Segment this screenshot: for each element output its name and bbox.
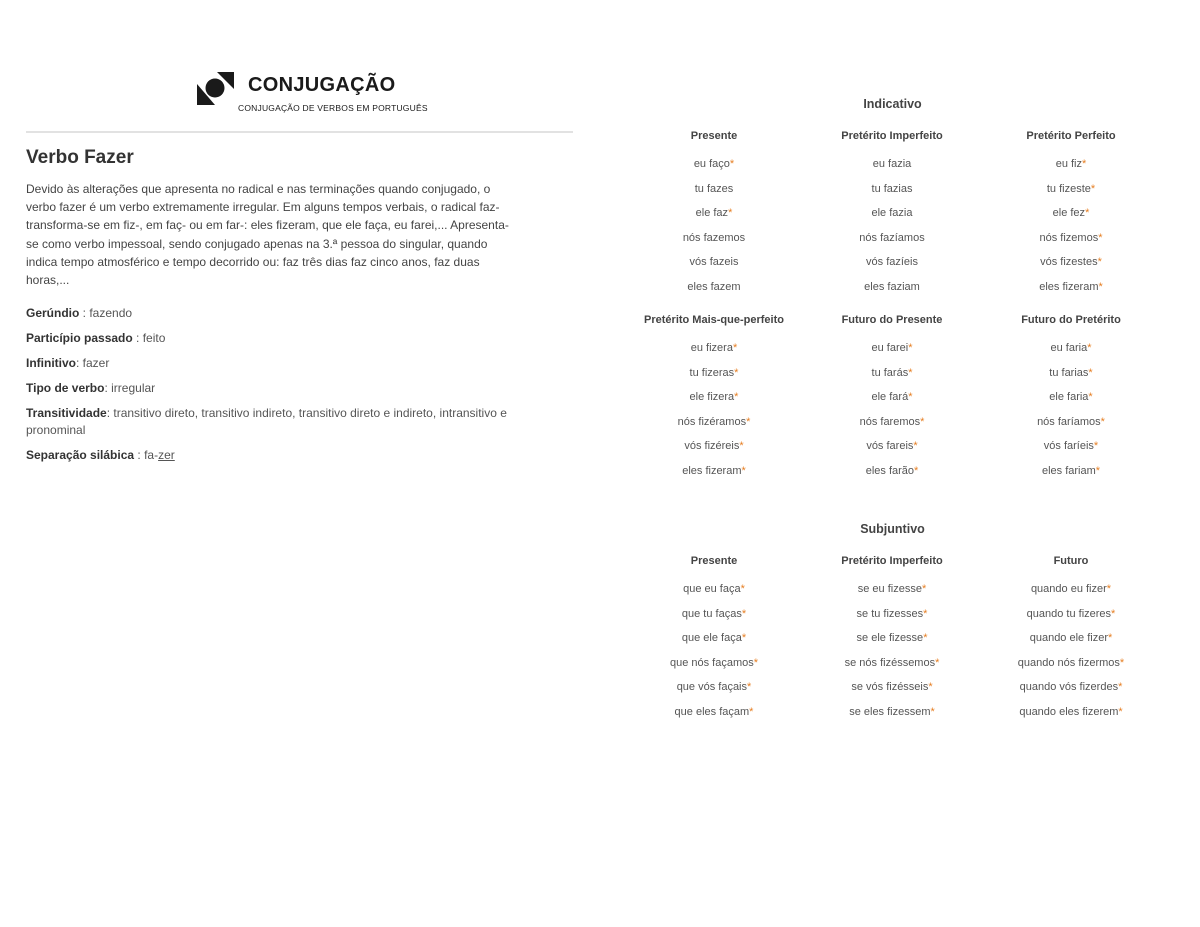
conjugation-text: nós fazemos	[682, 231, 746, 244]
conjugation-text: vós fareis	[866, 440, 914, 453]
conjugation-text: vós fazeis	[689, 256, 739, 269]
conjugation-text: eles fizeram	[682, 464, 742, 477]
conjugation-text: eu faria	[1050, 342, 1088, 354]
infinitive-row	[26, 355, 526, 372]
irregular-marker: *	[923, 607, 928, 620]
conjugation-form	[803, 390, 981, 415]
conjugation-text: quando nós fizermos	[1017, 656, 1120, 669]
conjugation-form	[982, 206, 1160, 231]
conjugation-form	[625, 464, 803, 489]
site-logo[interactable]	[197, 72, 437, 116]
conjugation-text: nós faríamos	[1037, 415, 1101, 428]
irregular-marker: *	[740, 583, 745, 595]
irregular-marker: *	[734, 366, 739, 379]
conjugation-text: tu fizeras	[689, 366, 735, 379]
conjugation-text: eles fariam	[1041, 464, 1096, 477]
syllable-row	[26, 447, 526, 464]
verb-type-label: Tipo de verbo	[26, 381, 105, 395]
irregular-marker: *	[741, 464, 746, 477]
conjugation-text: ele fizera	[689, 391, 735, 404]
conjugation-form	[803, 582, 981, 607]
conjugation-form	[982, 157, 1160, 182]
indicativo-title: Indicativo	[863, 97, 922, 111]
conjugation-form	[803, 182, 981, 207]
conjugation-form	[625, 157, 803, 182]
conjugation-form	[625, 390, 803, 415]
gerund-row	[26, 305, 526, 322]
conjugation-text: que tu faças	[681, 607, 742, 620]
irregular-marker: *	[930, 705, 935, 718]
conjugation-text: que vós façais	[676, 681, 748, 694]
conjugation-form	[982, 182, 1160, 207]
conjugation-form	[803, 157, 981, 182]
conjugation-text: tu fizeste	[1046, 182, 1091, 195]
conjugation-form	[982, 680, 1160, 705]
tense-heading: Pretérito Imperfeito	[841, 130, 943, 142]
irregular-marker: *	[1085, 207, 1090, 220]
irregular-marker: *	[914, 464, 919, 477]
irregular-marker: *	[1098, 280, 1103, 293]
conjugation-text: que eu faça	[683, 583, 741, 595]
conjugation-form	[803, 439, 981, 464]
irregular-marker: *	[1088, 391, 1093, 404]
conjugation-text: que nós façamos	[669, 656, 754, 669]
irregular-marker: *	[732, 342, 738, 354]
verb-title: Verbo Fazer	[26, 147, 134, 168]
irregular-marker: *	[921, 583, 927, 595]
conjugation-text: vós fizéreis	[684, 440, 740, 453]
conjugation-form	[982, 366, 1160, 391]
conjugation-text: nós fizemos	[1039, 231, 1099, 244]
participle-row	[26, 330, 526, 347]
tense-heading: Pretérito Perfeito	[1026, 130, 1116, 142]
conjugation-form	[803, 280, 981, 305]
conjugation-form	[803, 231, 981, 256]
subjuntivo-tense-futuro	[982, 554, 1160, 730]
irregular-marker: *	[1098, 231, 1103, 244]
irregular-marker: *	[747, 681, 752, 694]
conjugation-text: ele fará	[871, 391, 909, 404]
irregular-marker: *	[1087, 342, 1092, 354]
conjugation-text: vós faríeis	[1043, 440, 1094, 453]
conjugation-text: eu fazia	[872, 158, 912, 170]
irregular-marker: *	[728, 207, 733, 220]
conjugation-text: eu fizera	[690, 342, 733, 354]
infinitive-value: : fazer	[76, 356, 110, 370]
conjugation-text: se tu fizesses	[856, 607, 924, 620]
conjugation-text: vós fizestes	[1040, 256, 1098, 269]
irregular-marker: *	[935, 656, 940, 669]
irregular-marker: *	[1106, 583, 1112, 595]
conjugation-form	[982, 656, 1160, 681]
conjugation-form	[625, 341, 803, 366]
tense-heading: Presente	[690, 555, 738, 567]
conjugation-text: se ele fizesse	[856, 632, 924, 645]
conjugation-text: se nós fizéssemos	[844, 656, 936, 669]
conjugation-form	[982, 280, 1160, 305]
conjugation-text: quando ele fizer	[1029, 632, 1108, 645]
tense-heading: Presente	[690, 130, 738, 142]
conjugation-form	[625, 705, 803, 730]
conjugation-text: que ele faça	[681, 632, 742, 645]
conjugation-form	[982, 607, 1160, 632]
conjugation-form	[625, 680, 803, 705]
irregular-marker: *	[1118, 681, 1123, 694]
conjugation-text: quando eu fizer	[1030, 583, 1107, 595]
conjugation-text: que eles façam	[674, 705, 750, 718]
conjugation-form	[625, 182, 803, 207]
tense-heading: Futuro	[1053, 555, 1089, 567]
conjugation-text: eu fiz	[1055, 158, 1082, 170]
irregular-marker: *	[1100, 415, 1105, 428]
irregular-marker: *	[1090, 182, 1096, 195]
tense-heading: Pretérito Mais-que-perfeito	[644, 314, 784, 326]
conjugation-text: eles fazem	[687, 280, 741, 293]
irregular-marker: *	[908, 391, 913, 404]
conjugation-text: ele fez	[1052, 207, 1086, 220]
conjugation-text: eu farei	[871, 342, 909, 354]
irregular-marker: *	[1095, 464, 1101, 477]
conjugation-form	[803, 415, 981, 440]
conjugation-text: nós fizéramos	[677, 415, 747, 428]
conjugation-form	[982, 631, 1160, 656]
infinitive-label: Infinitivo	[26, 356, 76, 370]
irregular-marker: *	[928, 681, 933, 694]
irregular-marker: *	[741, 632, 747, 645]
indicativo-tense-preterito-perfeito	[982, 129, 1160, 305]
conjugation-text: tu farás	[871, 366, 909, 379]
conjugation-form	[625, 280, 803, 305]
transitivity-value: : transitivo direto, transitivo indireto, transitivo direto e indireto, intransitivo e pronominal	[26, 406, 507, 437]
syllable-value: : fa-	[134, 447, 159, 462]
irregular-marker: *	[1108, 632, 1113, 645]
irregular-marker: *	[1093, 440, 1099, 453]
irregular-marker: *	[913, 440, 918, 453]
logo-tagline: CONJUGAÇÃO DE VERBOS EM PORTUGUÊS	[238, 103, 428, 113]
irregular-marker: *	[1082, 158, 1087, 170]
conjugation-text: nós fazíamos	[859, 231, 925, 244]
irregular-marker: *	[734, 391, 739, 404]
conjugation-form	[803, 341, 981, 366]
conjugation-form	[803, 464, 981, 489]
conjugation-form	[803, 656, 981, 681]
conjugation-form	[982, 390, 1160, 415]
indicativo-tense-futuro-do-preterito	[982, 313, 1160, 489]
conjugation-form	[982, 439, 1160, 464]
irregular-marker: *	[741, 607, 747, 620]
irregular-marker: *	[729, 158, 735, 170]
subjuntivo-title: Subjuntivo	[860, 522, 925, 536]
syllable-label: Separação silábica	[26, 447, 135, 462]
participle-value: : feito	[132, 331, 166, 345]
conjugation-form	[803, 705, 981, 730]
conjugation-text: eu faço	[693, 158, 730, 170]
divider	[26, 131, 573, 133]
irregular-marker: *	[1088, 366, 1093, 379]
conjugation-form	[803, 255, 981, 280]
conjugation-form	[982, 231, 1160, 256]
conjugation-form	[982, 415, 1160, 440]
conjugation-form	[625, 366, 803, 391]
conjugation-form	[803, 607, 981, 632]
transitivity-label: Transitividade	[26, 406, 107, 420]
irregular-marker: *	[1097, 256, 1102, 269]
conjugation-text: quando eles fizerem	[1019, 705, 1119, 718]
conjugation-text: quando vós fizerdes	[1019, 681, 1119, 694]
irregular-marker: *	[739, 440, 744, 453]
irregular-marker: *	[1118, 705, 1123, 718]
conjugation-text: eles fizeram	[1039, 280, 1099, 293]
verb-type-row	[26, 380, 526, 397]
gerund-value: : fazendo	[79, 306, 133, 320]
verb-type-value: : irregular	[104, 381, 156, 395]
conjugation-form	[625, 255, 803, 280]
conjugation-text: ele faz	[695, 207, 729, 220]
conjugation-text: se eles fizessem	[849, 705, 931, 718]
irregular-marker: *	[923, 632, 928, 645]
conjugation-form	[625, 439, 803, 464]
tense-heading: Pretérito Imperfeito	[841, 555, 943, 567]
indicativo-tense-presente	[625, 129, 803, 305]
conjugation-form	[982, 705, 1160, 730]
conjugation-text: quando tu fizeres	[1026, 607, 1112, 620]
conjugation-text: vós fazíeis	[866, 256, 918, 269]
logo-icon	[197, 72, 235, 106]
conjugation-form	[625, 631, 803, 656]
transitivity-row	[26, 405, 526, 438]
gerund-label: Gerúndio	[26, 306, 80, 320]
conjugation-text: tu fazes	[694, 182, 734, 195]
conjugation-form	[982, 255, 1160, 280]
conjugation-form	[625, 582, 803, 607]
conjugation-text: se vós fizésseis	[851, 681, 929, 694]
irregular-marker: *	[1119, 656, 1125, 669]
conjugation-text: eles farão	[865, 464, 915, 477]
subjuntivo-tense-presente	[625, 554, 803, 730]
logo-title: CONJUGAÇÃO	[248, 74, 396, 96]
verb-description: Devido às alterações que apresenta no radical e nas terminações quando conjugado, o verbo fazer é um verbo extremamente irregular. Em alguns tempos verbais, o radical faz- transforma-se em fiz-, em faç- ou em far-: eles fizeram, que ele faça, eu farei,... Apresenta-se como verbo impessoal, sendo conjugado apenas na 3.ª pessoa do singular, quando indica tempo atmosférico e tempo decorrido ou: faz três dias faz cinco anos, faz duas horas,...	[26, 182, 509, 288]
conjugation-form	[803, 366, 981, 391]
irregular-marker: *	[1111, 607, 1116, 620]
conjugation-text: eles faziam	[864, 280, 920, 293]
indicativo-tense-futuro-do-presente	[803, 313, 981, 489]
conjugation-form	[803, 631, 981, 656]
conjugation-form	[982, 464, 1160, 489]
conjugation-text: ele fazia	[871, 207, 913, 220]
tense-heading: Futuro do Presente	[841, 314, 943, 326]
indicativo-tense-preterito-imperfeito	[803, 129, 981, 305]
irregular-marker: *	[749, 705, 754, 718]
tense-heading: Futuro do Pretérito	[1021, 314, 1121, 326]
indicativo-tense-preterito-mais-que-perfeito	[625, 313, 803, 489]
conjugation-text: tu fazias	[871, 182, 913, 195]
irregular-marker: *	[920, 415, 925, 428]
stressed-syllable: zer	[158, 447, 175, 462]
verb-details	[26, 305, 526, 472]
irregular-marker: *	[908, 366, 913, 379]
irregular-marker: *	[753, 656, 759, 669]
conjugation-form	[625, 607, 803, 632]
conjugation-form	[625, 415, 803, 440]
conjugation-form	[803, 206, 981, 231]
conjugation-form	[982, 582, 1160, 607]
conjugation-text: se eu fizesse	[857, 583, 922, 595]
conjugation-form	[803, 680, 981, 705]
conjugation-text: nós faremos	[859, 415, 921, 428]
conjugation-text: ele faria	[1049, 391, 1089, 404]
irregular-marker: *	[908, 342, 913, 354]
participle-label: Particípio passado	[26, 331, 133, 345]
conjugation-form	[625, 206, 803, 231]
irregular-marker: *	[746, 415, 751, 428]
conjugation-form	[982, 341, 1160, 366]
conjugation-form	[625, 231, 803, 256]
subjuntivo-tense-preterito-imperfeito	[803, 554, 981, 730]
conjugation-form	[625, 656, 803, 681]
conjugation-text: tu farias	[1049, 366, 1089, 379]
